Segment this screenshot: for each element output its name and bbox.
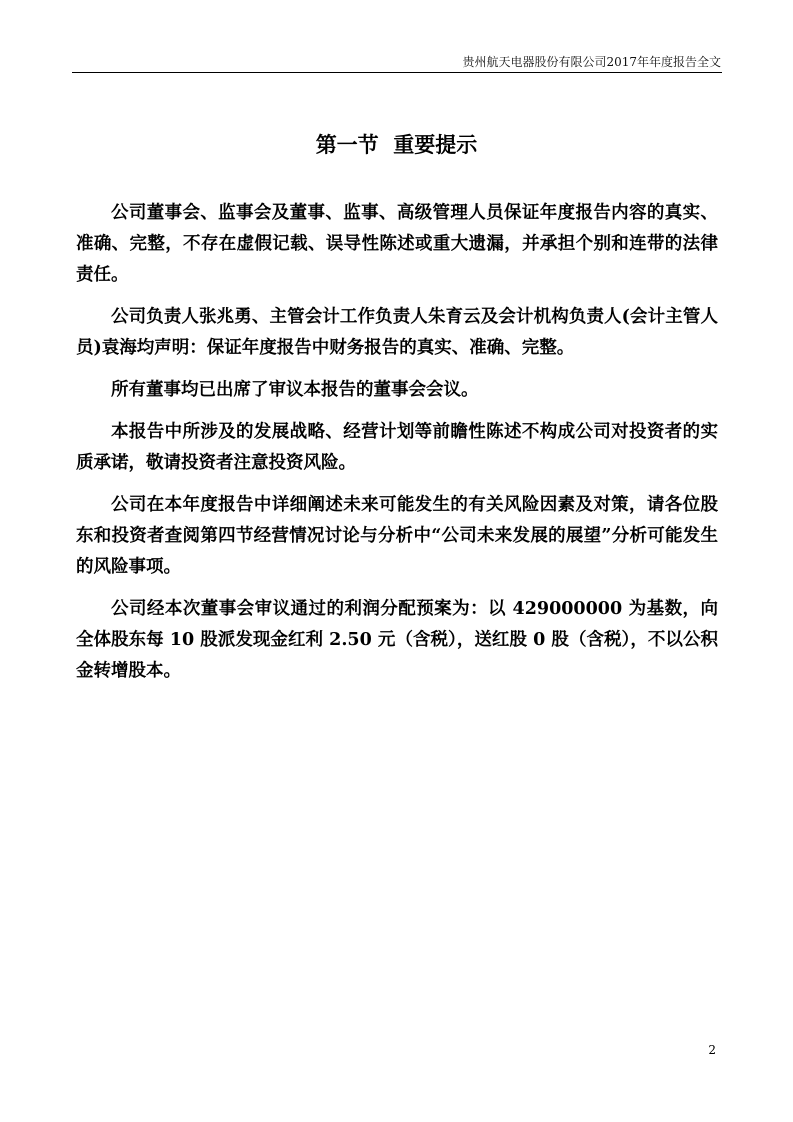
paragraph-financial-declaration: 公司负责人张兆勇、主管会计工作负责人朱育云及会计机构负责人(会计主管人员)袁海均声明：保证年度报告中财务报告的真实、准确、完整。 [76, 307, 718, 358]
paragraph-board-attendance: 所有董事均已出席了审议本报告的董事会会议。 [111, 380, 479, 400]
paragraph-responsibility-statement: 公司董事会、监事会及董事、监事、高级管理人员保证年度报告内容的真实、准确、完整，不存在虚假记载、误导性陈述或重大遗漏，并承担个别和连带的法律责任。 [76, 203, 718, 285]
paragraph-forward-looking-disclaimer: 本报告中所涉及的发展战略、经营计划等前瞻性陈述不构成公司对投资者的实质承诺，敬请投资者注意投资风险。 [76, 422, 718, 473]
paragraph-profit-distribution: 公司经本次董事会审议通过的利润分配预案为：以 429000000 为基数，向全体股东每 10 股派发现金红利 2.50 元（含税），送红股 0 股（含税），不以公积金转增股本。 [76, 599, 718, 681]
running-header: 贵州航天电器股份有限公司2017年年度报告全文 [462, 55, 721, 69]
body-text [76, 198, 718, 698]
paragraph-risk-factors: 公司在本年度报告中详细阐述未来可能发生的有关风险因素及对策，请各位股东和投资者查阅第四节经营情况讨论与分析中“公司未来发展的展望”分析可能发生的风险事项。 [76, 495, 718, 577]
page-number: 2 [708, 1043, 716, 1057]
header-rule [72, 72, 722, 73]
section-title: 第一节 重要提示 [315, 132, 478, 157]
